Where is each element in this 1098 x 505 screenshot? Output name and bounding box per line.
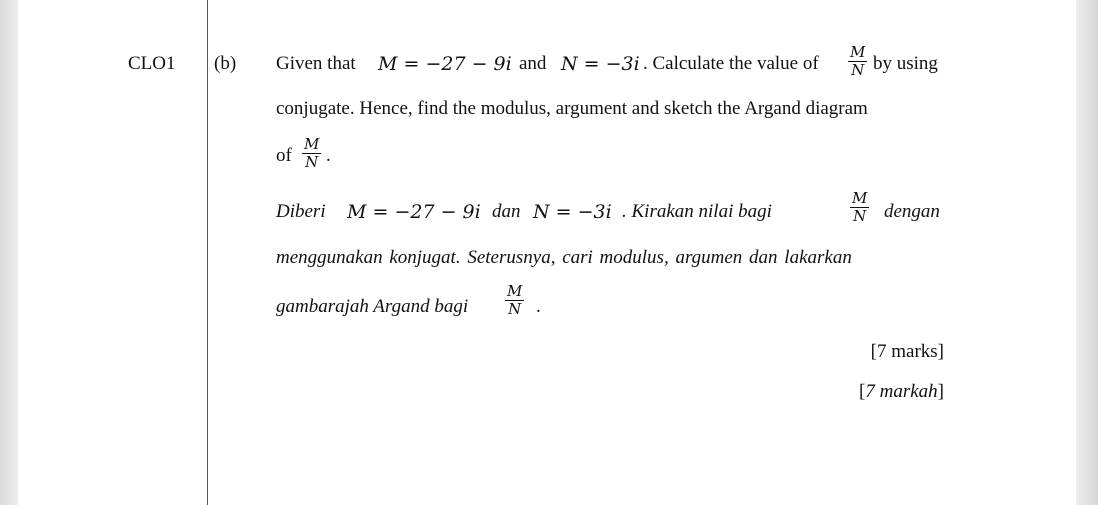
question-text-ms-1a: Diberi [276, 201, 326, 222]
question-text-ms-3a: gambarajah Argand bagi [276, 296, 469, 317]
question-text-en-1d: by using [873, 53, 938, 74]
question-text-en-1a: Given that [276, 53, 356, 74]
equation-n-en: N = −3i [561, 53, 640, 75]
marks-malay: [7 markah] [859, 381, 944, 402]
marks-malay-text: 7 markah [865, 381, 938, 402]
fraction-m-over-n-ms-1 [850, 190, 869, 225]
fraction-denominator: N [508, 300, 522, 318]
fraction-denominator: N [851, 61, 865, 79]
marks-english: [7 marks] [870, 341, 944, 362]
equation-n-ms: N = −3i [533, 201, 612, 223]
fraction-numerator: M [852, 189, 868, 207]
question-text-en-1b: and [519, 53, 547, 74]
clo-label: CLO1 [128, 53, 176, 74]
page-shadow-left [0, 0, 18, 505]
fraction-numerator: M [304, 135, 320, 153]
fraction-m-over-n-ms-2 [505, 283, 524, 318]
question-text-ms-1d: dengan [884, 201, 940, 222]
fraction-denominator: N [853, 207, 867, 225]
equation-m-ms: M = −27 − 9i [347, 201, 481, 223]
question-text-en-1c: . Calculate the value of [643, 53, 819, 74]
table-column-divider [207, 0, 208, 505]
question-text-en-3b: . [326, 145, 331, 166]
page-shadow-right [1076, 0, 1098, 505]
fraction-denominator: N [305, 153, 319, 171]
equation-m-en: M = −27 − 9i [378, 53, 512, 75]
fraction-m-over-n-en-1 [848, 44, 867, 79]
part-label: (b) [214, 53, 237, 74]
fraction-numerator: M [507, 282, 523, 300]
question-text-en-3a: of [276, 145, 292, 166]
fraction-m-over-n-en-2 [302, 136, 321, 171]
question-text-ms-2: menggunakan konjugat. Seterusnya, cari modulus, argumen dan lakarkan [276, 247, 852, 268]
question-text-ms-1b: dan [492, 201, 521, 222]
question-text-en-2: conjugate. Hence, find the modulus, argument and sketch the Argand diagram [276, 98, 868, 119]
fraction-numerator: M [850, 43, 866, 61]
question-text-ms-3b: . [536, 296, 541, 317]
question-text-ms-1c: . Kirakan nilai bagi [622, 201, 772, 222]
